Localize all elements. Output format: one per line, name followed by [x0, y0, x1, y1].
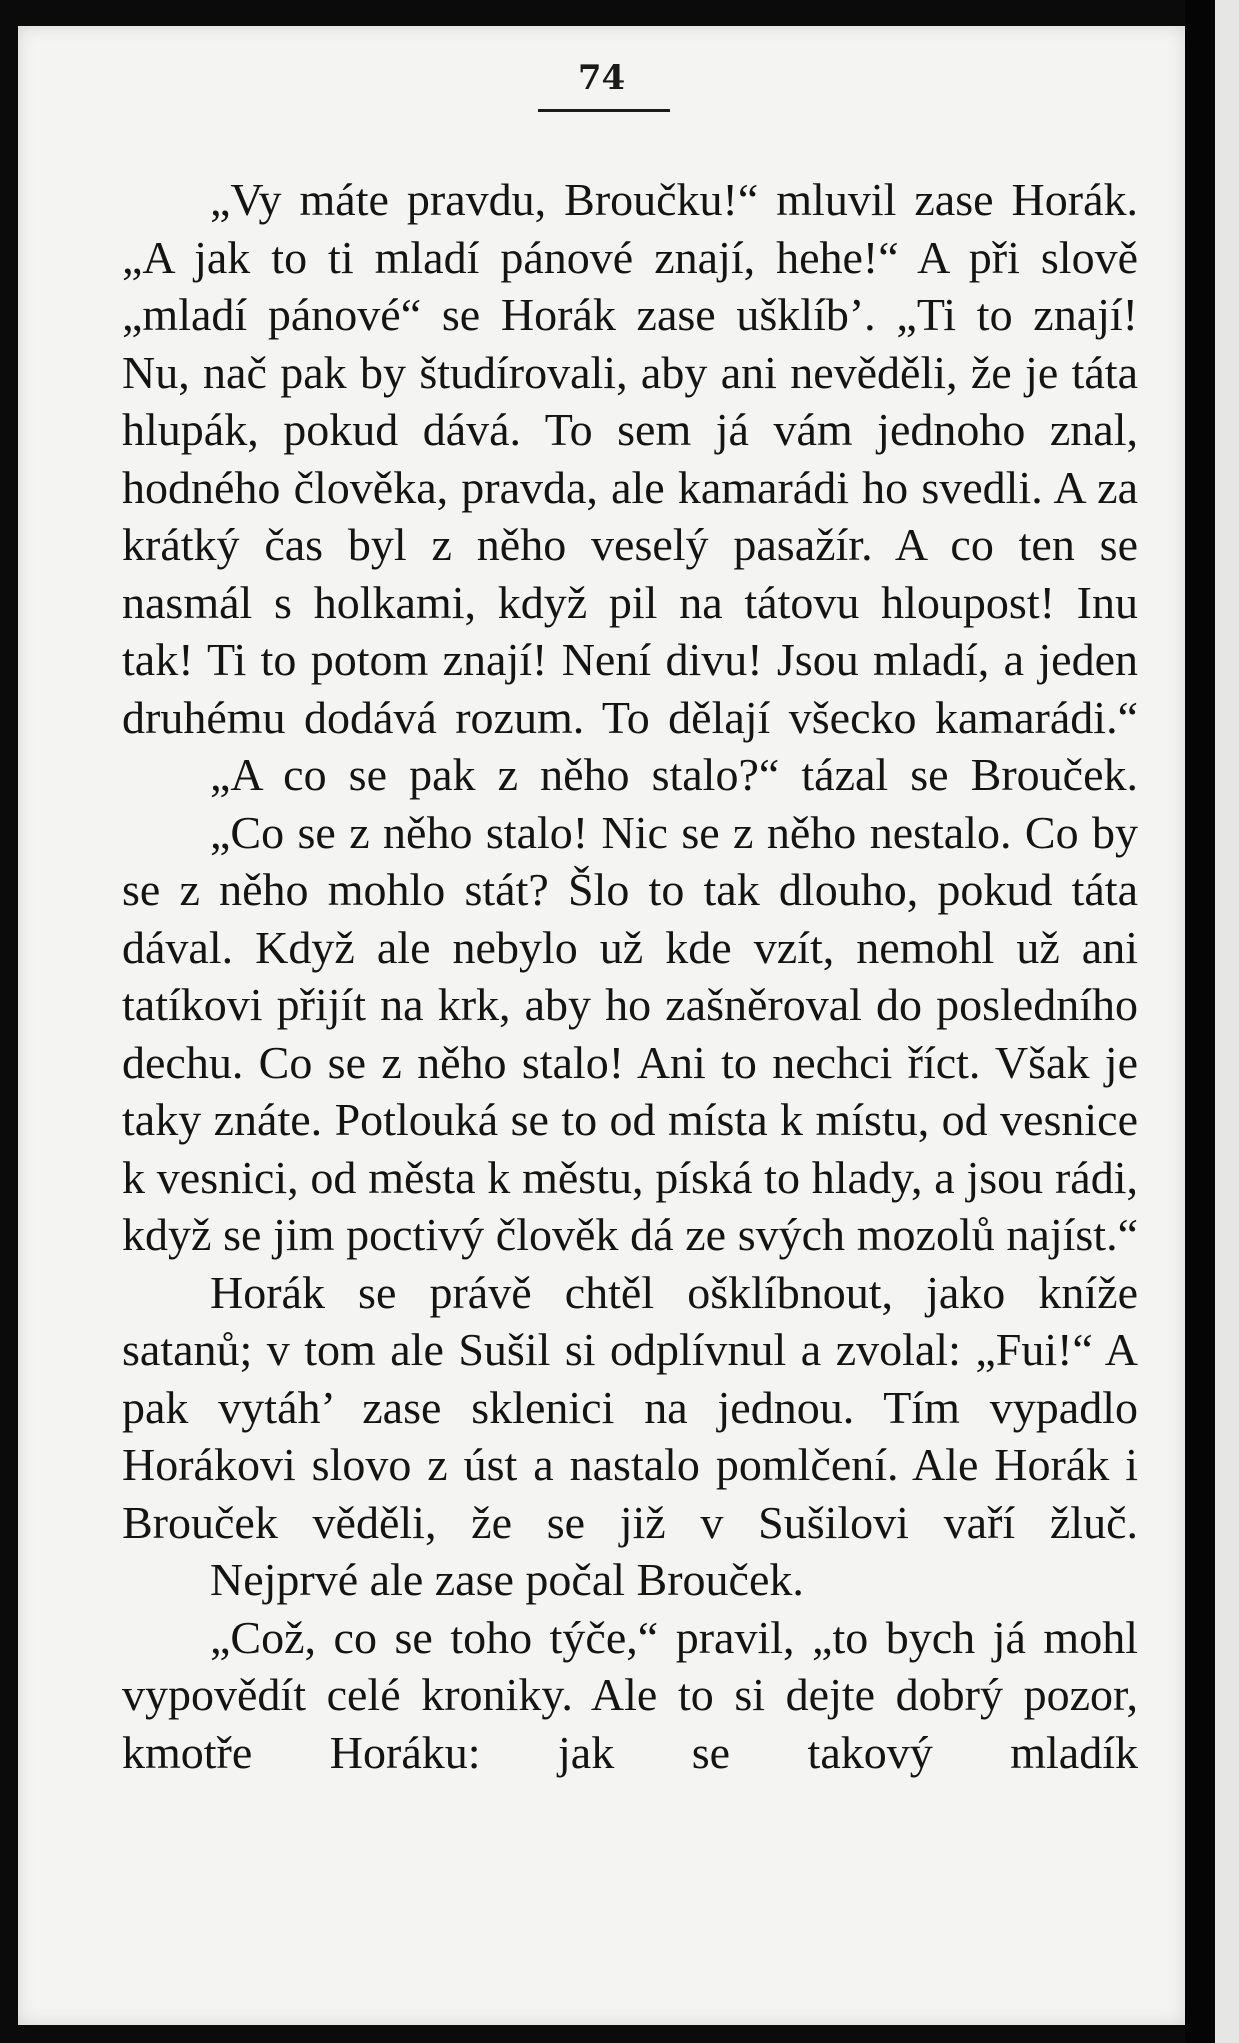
body-text: [122, 171, 1138, 1781]
paragraph: „A co se pak z něho stalo?“ tázal se Brouček.: [210, 749, 1138, 800]
paragraph: „Vy máte pravdu, Broučku!“ mluvil zase Horák. „A jak to ti mladí pánové znají, hehe!“ A při slově „mladí pánové“ se Horák zase ušklíb’. „Ti to znají! Nu, nač pak by študírovali, aby ani nevěděli, že je táta hlupák, pokud dává. To sem já vám jednoho znal, hodného člověka, pravda, ale kamarádi ho svedli. A za krátký čas byl z něho veselý pasažír. A co ten se nasmál s holkami, když pil na tátovu hloupost! Inu tak! Ti to potom znají! Není divu! Jsou mladí, a jeden druhému dodává rozum. To dělají všecko kamarádi.“: [122, 174, 1138, 743]
paragraph: „Což, co se toho týče,“ pravil, „to bych já mohl vypovědít celé kroniky. Ale to si dejte dobrý pozor, kmotře Horáku: jak se takový mladík: [122, 1611, 1138, 1778]
page-number: 74: [577, 58, 626, 98]
paragraph: Nejprvé ale zase počal Brouček.: [210, 1554, 804, 1605]
paragraph: Horák se právě chtěl ošklíbnout, jako kníže satanů; v tom ale Sušil si odplívnul a zvolal: „Fui!“ A pak vytáh’ zase sklenici na jednou. Tím vypadlo Horákovi slovo z úst a nastalo pomlčení. Ale Horák i Brouček věděli, že se již v Sušilovi vaří žluč.: [122, 1266, 1138, 1548]
scan-margin: [1215, 0, 1239, 2043]
page-edge-shadow: [1185, 0, 1215, 2043]
book-page: [18, 26, 1185, 2025]
header-rule: [538, 109, 670, 112]
paragraph: „Co se z něho stalo! Nic se z něho nestalo. Co by se z něho mohlo stát? Šlo to tak dlouho, pokud táta dával. Když ale nebylo už kde vzít, nemohl už ani tatíkovi přijít na krk, aby ho zašněroval do posledního dechu. Co se z něho stalo! Ani to nechci říct. Však je taky znáte. Potlouká se to od místa k místu, od vesnice k vesnici, od města k městu, píská to hlady, a jsou rádi, když se jim poctivý člověk dá ze svých mozolů najíst.“: [122, 806, 1138, 1260]
